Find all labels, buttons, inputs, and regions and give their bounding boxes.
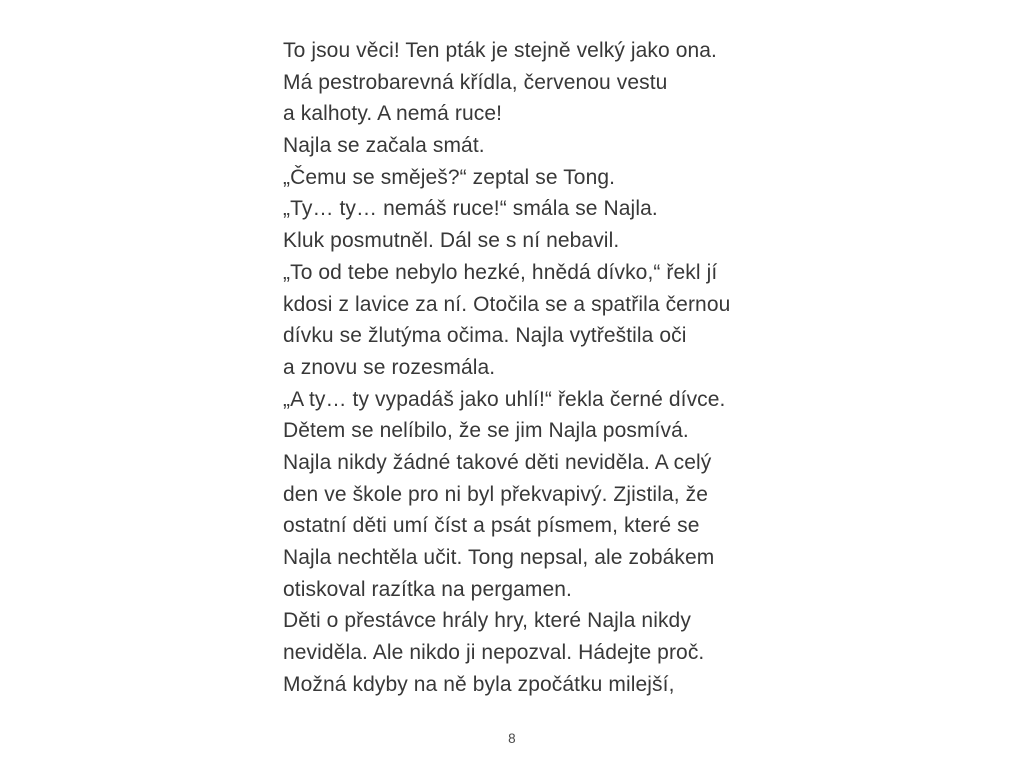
text-line: „To od tebe nebylo hezké, hnědá dívko,“ řekl jí [283, 260, 718, 284]
text-line: Dětem se nelíbilo, že se jim Najla posmívá. [283, 419, 689, 443]
text-line: Najla nechtěla učit. Tong nepsal, ale zobákem [283, 546, 715, 569]
text-line: dívku se žlutýma očima. Najla vytřeštila oči [283, 324, 687, 348]
text-line: Najla nikdy žádné takové děti neviděla. A celý [283, 450, 712, 474]
text-line: Kluk posmutněl. Dál se s ní nebavil. [283, 229, 620, 253]
text-line: Má pestrobarevná křídla, červenou vestu [283, 70, 668, 94]
text-line: otiskoval razítka na pergamen. [283, 577, 572, 601]
text-line: ostatní děti umí číst a psát písmem, které se [283, 514, 700, 538]
text-line: To jsou věci! Ten pták je stejně velký jako ona. [283, 39, 717, 62]
text-line: Najla se začala smát. [283, 134, 485, 158]
text-line: Děti o přestávce hrály hry, které Najla nikdy [283, 609, 691, 633]
text-line: a kalhoty. A nemá ruce! [283, 102, 503, 126]
text-line: „Čemu se směješ?“ zeptal se Tong. [283, 165, 616, 189]
page-number: 8 [508, 731, 516, 746]
text-line: neviděla. Ale nikdo ji nepozval. Hádejte proč. [283, 641, 705, 665]
text-line: kdosi z lavice za ní. Otočila se a spatřila černou [283, 292, 731, 316]
text-line: den ve škole pro ni byl překvapivý. Zjistila, že [283, 482, 708, 506]
text-line: Možná kdyby na ně byla zpočátku milejší, [283, 672, 675, 696]
text-line: a znovu se rozesmála. [283, 355, 496, 379]
text-line: „A ty… ty vypadáš jako uhlí!“ řekla černé dívce. [283, 387, 726, 411]
story-text-block [283, 35, 763, 700]
text-line: „Ty… ty… nemáš ruce!“ smála se Najla. [283, 197, 658, 221]
